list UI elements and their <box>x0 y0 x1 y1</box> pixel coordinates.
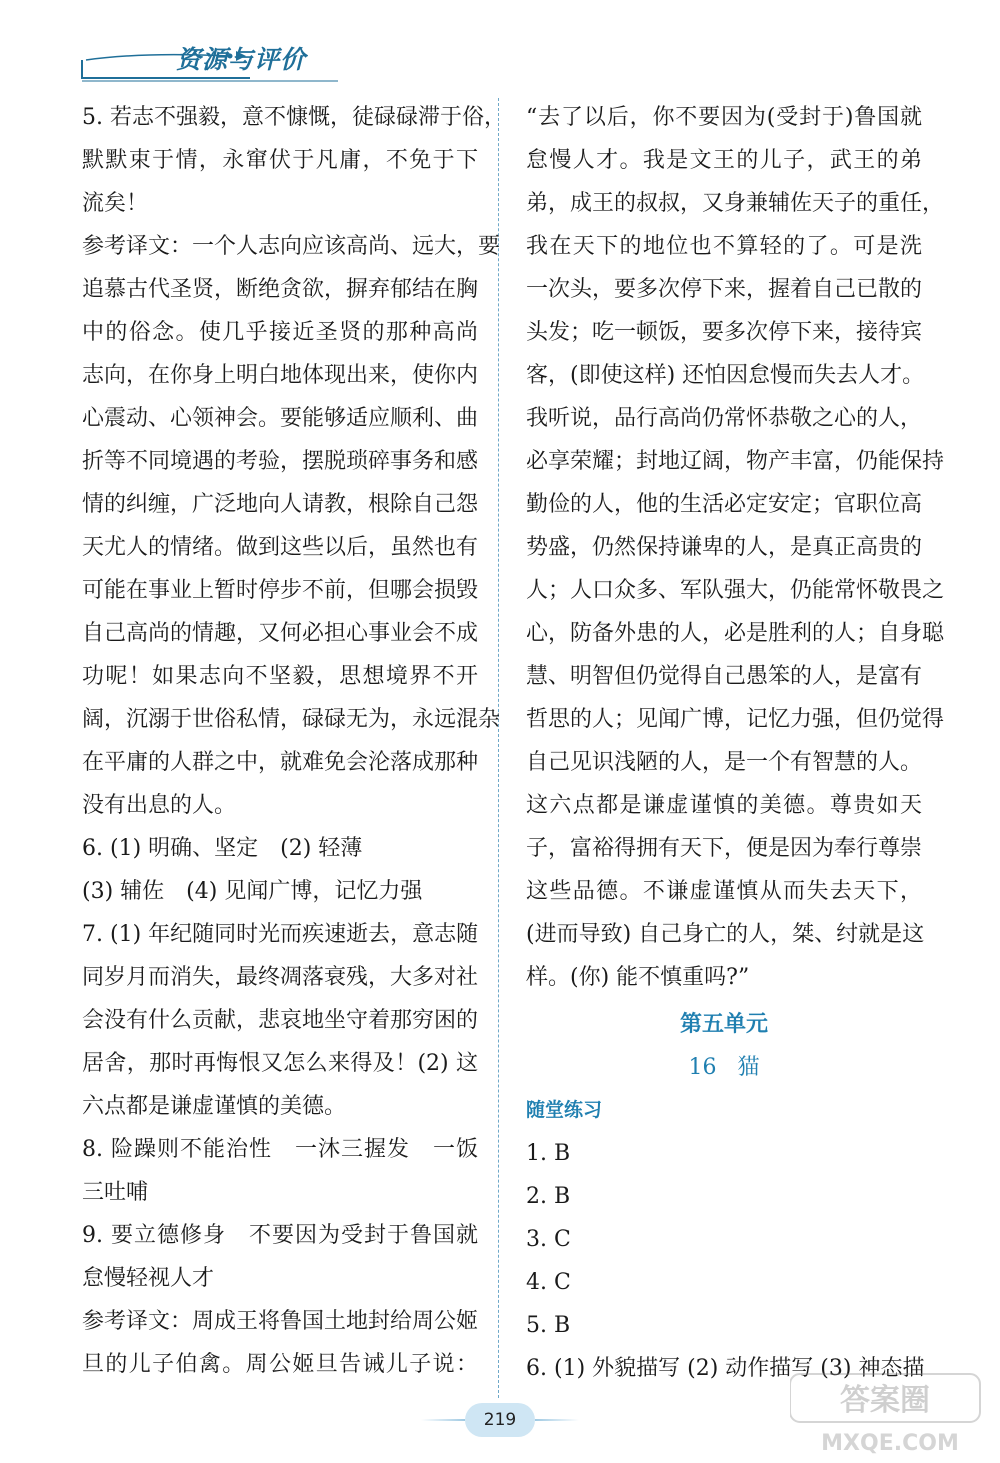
section-title: 随堂练习 <box>526 1099 603 1121</box>
text-line: 情的纠缠，广泛地向人请教，根除自己怨 <box>82 492 479 517</box>
left-column <box>82 96 506 1386</box>
text-line: 这六点都是谦虚谨慎的美德。尊贵如天 <box>526 793 922 818</box>
text-line: 在平庸的人群之中，就难免会沦落成那种 <box>82 750 479 775</box>
text-line: 心震动、心领神会。要能够适应顺利、曲 <box>82 406 479 431</box>
right-column <box>526 96 945 1390</box>
text-line: 折等不同境遇的考验，摆脱琐碎事务和感 <box>82 449 479 474</box>
text-line: “去了以后，你不要因为(受封于)鲁国就 <box>526 105 922 130</box>
text-line: 三吐哺 <box>82 1180 149 1205</box>
answer-line: 2. B <box>526 1184 571 1209</box>
text-line: 样。(你) 能不慎重吗?” <box>526 965 750 990</box>
text-line: 参考译文：周成王将鲁国土地封给周公姬 <box>82 1309 479 1334</box>
unit-title: 第五单元 <box>679 1012 768 1037</box>
text-line: 参考译文：一个人志向应该高尚、远大，要 <box>82 234 501 259</box>
text-line: 追慕古代圣贤，断绝贪欲，摒弃郁结在胸 <box>82 277 479 302</box>
text-line: 居舍，那时再悔恨又怎么来得及！(2) 这 <box>82 1051 478 1076</box>
text-line: 自己见识浅陋的人，是一个有智慧的人。 <box>526 750 923 775</box>
text-line: 7. (1) 年纪随同时光而疾速逝去，意志随 <box>82 922 479 947</box>
answer-line: 5. B <box>526 1313 571 1338</box>
text-line: 必享荣耀；封地辽阔，物产丰富，仍能保持 <box>526 449 945 474</box>
text-line: 子，富裕得拥有天下，便是因为奉行尊崇 <box>526 836 923 861</box>
text-line: (3) 辅佐 (4) 见闻广博，记忆力强 <box>82 879 423 904</box>
svg-text:MXQE.COM: MXQE.COM <box>821 1431 959 1456</box>
text-line: 心，防备外患的人，必是胜利的人；自身聪 <box>526 621 945 646</box>
text-line: 阔，沉溺于世俗私情，碌碌无为，永远混杂 <box>82 707 501 732</box>
answer-line: 4. C <box>526 1270 571 1295</box>
text-line: 一次头，要多次停下来，握着自己已散的 <box>526 277 923 302</box>
text-line: 头发；吃一顿饭，要多次停下来，接待宾 <box>526 320 923 345</box>
text-line: 天尤人的情绪。做到这些以后，虽然也有 <box>82 535 479 560</box>
text-line: 弟，成王的叔叔，又身兼辅佐天子的重任， <box>526 191 945 216</box>
text-line: 我在天下的地位也不算轻的了。可是洗 <box>526 234 922 259</box>
lesson-title: 16 猫 <box>688 1055 760 1080</box>
text-line: 哲思的人；见闻广博，记忆力强，但仍觉得 <box>526 707 945 732</box>
text-line: 勤俭的人，他的生活必定安定；官职位高 <box>526 492 923 517</box>
text-line: (进而导致) 自己身亡的人，桀、纣就是这 <box>526 922 925 947</box>
text-line: 怠慢人才。我是文王的儿子，武王的弟 <box>526 148 922 173</box>
text-line: 人；人口众多、军队强大，仍能常怀敬畏之 <box>526 578 945 603</box>
text-line: 默默束于情，永窜伏于凡庸，不免于下 <box>82 148 478 173</box>
text-line: 流矣！ <box>82 191 149 216</box>
svg-text:答案圈: 答案圈 <box>840 1383 930 1418</box>
text-line: 可能在事业上暂时停步不前，但哪会损毁 <box>82 578 479 603</box>
page-number: 219 <box>465 1403 535 1437</box>
text-line: 志向，在你身上明白地体现出来，使你内 <box>82 363 479 388</box>
text-line: 自己高尚的情趣，又何必担心事业会不成 <box>82 621 479 646</box>
text-line: 8. 险躁则不能治性 一沐三握发 一饭 <box>82 1137 478 1162</box>
answer-line: 3. C <box>526 1227 571 1252</box>
text-line: 会没有什么贡献，悲哀地坐守着那穷困的 <box>82 1008 479 1033</box>
text-line: 慧、明智但仍觉得自己愚笨的人，是富有 <box>526 664 923 689</box>
text-line: 客，(即使这样) 还怕因怠慢而失去人才。 <box>526 363 925 388</box>
text-line: 没有出息的人。 <box>82 793 237 818</box>
answer-line: 1. B <box>526 1141 571 1166</box>
text-line: 同岁月而消失，最终凋落衰残，大多对社 <box>82 965 479 990</box>
answer-line: 6. (1) 外貌描写 (2) 动作描写 (3) 神态描 <box>526 1356 925 1381</box>
text-line: 我听说，品行高尚仍常怀恭敬之心的人， <box>526 406 923 431</box>
text-line: 六点都是谦虚谨慎的美德。 <box>82 1094 347 1119</box>
text-line: 6. (1) 明确、坚定 (2) 轻薄 <box>82 836 363 861</box>
text-line: 9. 要立德修身 不要因为受封于鲁国就 <box>82 1223 478 1248</box>
watermark-logo <box>790 1370 995 1460</box>
text-line: 旦的儿子伯禽。周公姬旦告诫儿子说： <box>82 1352 478 1377</box>
text-line: 这些品德。不谦虚谨慎从而失去天下， <box>526 879 922 904</box>
column-divider <box>498 98 499 1398</box>
header-title: 资源与评价 <box>176 45 307 74</box>
text-line: 中的俗念。使几乎接近圣贤的那种高尚 <box>82 320 478 345</box>
text-line: 功呢！如果志向不坚毅，思想境界不开 <box>82 664 478 689</box>
text-line: 5. 若志不强毅，意不慷慨，徒碌碌滞于俗， <box>82 105 506 130</box>
text-line: 势盛，仍然保持谦卑的人，是真正高贵的 <box>526 535 923 560</box>
text-line: 怠慢轻视人才 <box>82 1266 215 1291</box>
